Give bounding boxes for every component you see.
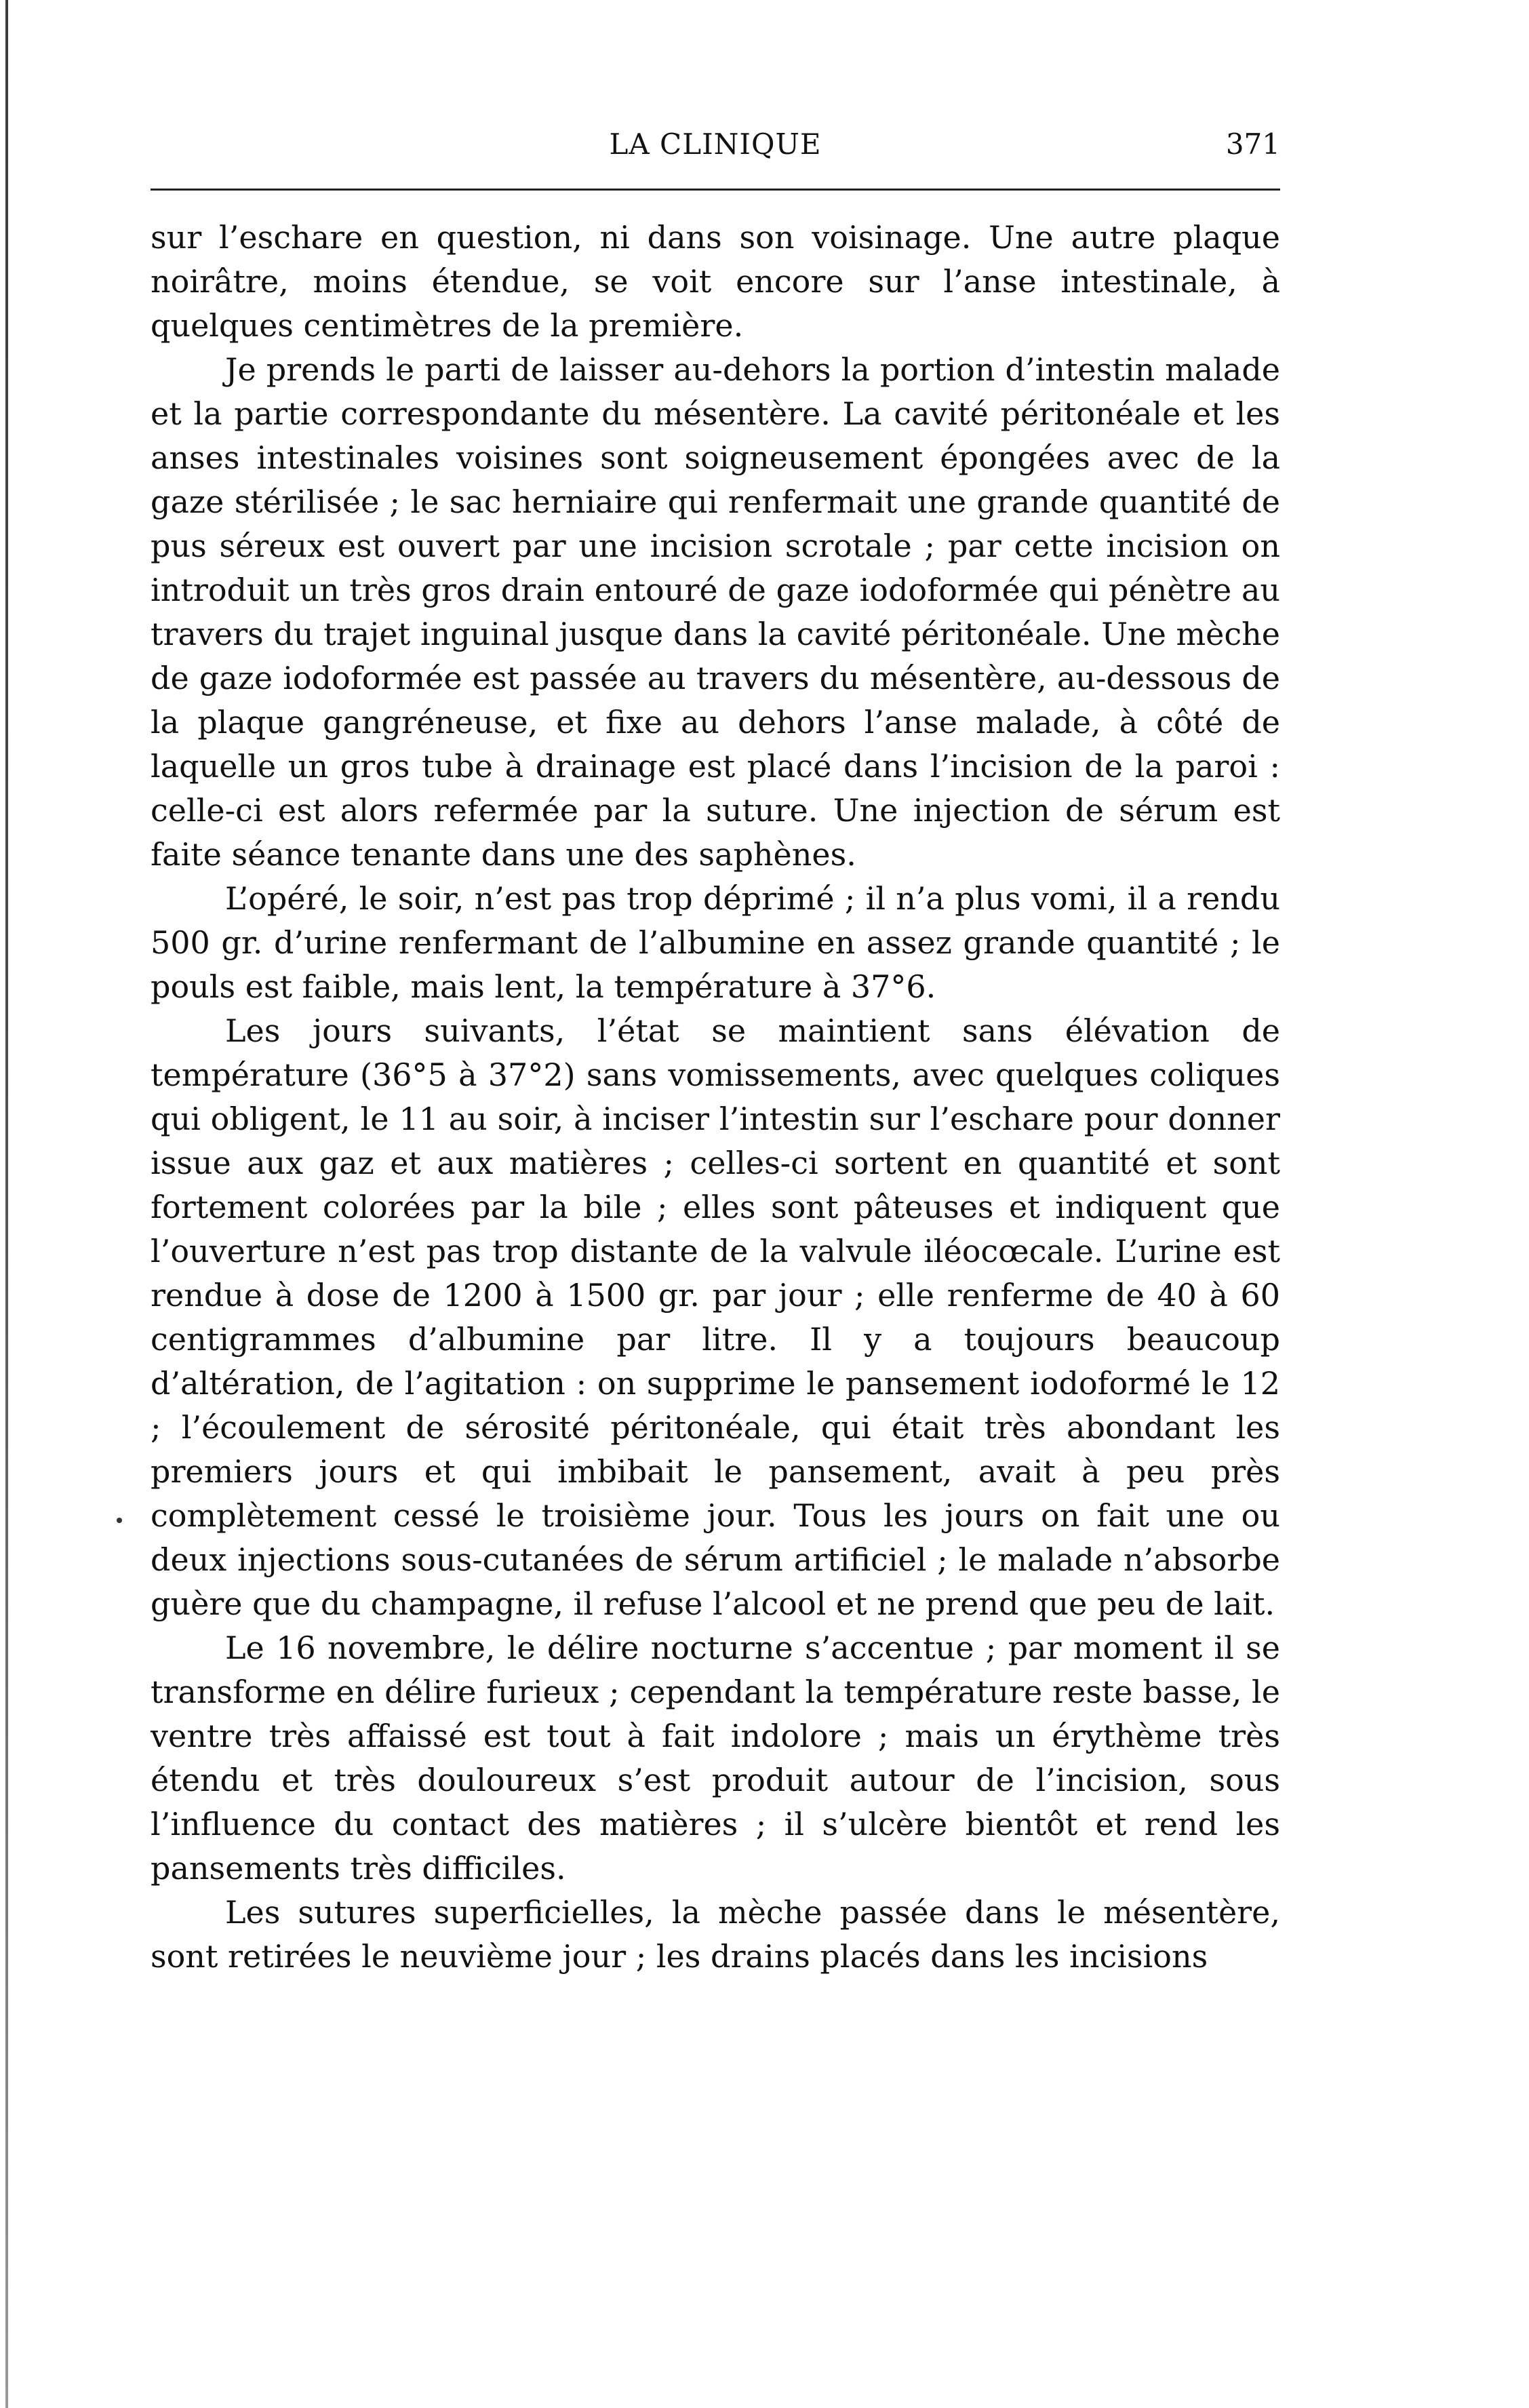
header-rule [151,189,1280,191]
ink-speck [117,1518,122,1523]
page-binding-edge [5,0,8,2408]
paragraph-1: sur l’eschare en question, ni dans son voisinage. Une autre plaque noirâtre, moins étendue, se voit encore sur l’anse intestinale, à quelques centimètres de la première. [151,219,1280,344]
paragraph-5: Le 16 novembre, le délire nocturne s’accentue ; par moment il se transforme en délire furieux ; cependant la température reste basse, le ventre très affaissé est tout à fait indolore ; mais un érythème très étendu et très douloureux s’est produit autour de l’incision, sous l’influence du contact des matières ; il s’ulcère bientôt et rend les pansements très difficiles. [151,1630,1280,1887]
paragraph-6: Les sutures superficielles, la mèche passée dans le mésentère, sont retirées le neuvième jour ; les drains placés dans les incisions [151,1894,1280,1975]
paragraph-3: L’opéré, le soir, n’est pas trop déprimé ; il n’a plus vomi, il a rendu 500 gr. d’urine renfermant de l’albumine en assez grande quantité ; le pouls est faible, mais lent, la température à 37°6. [151,880,1280,1005]
paragraph-4: Les jours suivants, l’état se maintient sans élévation de température (36°5 à 37°2) sans vomissements, avec quelques coliques qui obligent, le 11 au soir, à inciser l’intestin sur l’eschare pour donner issue aux gaz et aux matières ; celles-ci sortent en quantité et sont fortement colorées par la bile ; elles sont pâteuses et indiquent que l’ouverture n’est pas trop distante de la valvule iléocœcale. L’urine est rendue à dose de 1200 à 1500 gr. par jour ; elle renferme de 40 à 60 centigrammes d’albumine par litre. Il y a toujours beaucoup d’altération, de l’agitation : on supprime le pansement iodoformé le 12 ; l’écoulement de sérosité péritonéale, qui était très abondant les premiers jours et qui imbibait le pansement, avait à peu près complètement cessé le troisième jour. Tous les jours on fait une ou deux injections sous-cutanées de sérum artificiel ; le malade n’absorbe guère que du champagne, il refuse l’alcool et ne prend que peu de lait. [151,1012,1280,1622]
paragraph-2: Je prends le parti de laisser au-dehors la portion d’intestin malade et la partie correspondante du mésentère. La cavité péritonéale et les anses intestinales voisines sont soigneusement épongées avec de la gaze stérilisée ; le sac herniaire qui renfermait une grande quantité de pus séreux est ouvert par une incision scrotale ; par cette incision on introduit un très gros drain entouré de gaze iodoformée qui pénètre au travers du trajet inguinal jusque dans la cavité péritonéale. Une mèche de gaze iodoformée est passée au travers du mésentère, au-dessous de la plaque gangréneuse, et fixe au dehors l’anse malade, à côté de laquelle un gros tube à drainage est placé dans l’incision de la paroi : celle-ci est alors refermée par la suture. Une injection de sérum est faite séance tenante dans une des saphènes. [151,351,1280,873]
page-header [151,122,1280,170]
page-number: 371 [1225,127,1280,161]
body-text [151,216,1280,1979]
running-title: LA CLINIQUE [609,127,822,161]
